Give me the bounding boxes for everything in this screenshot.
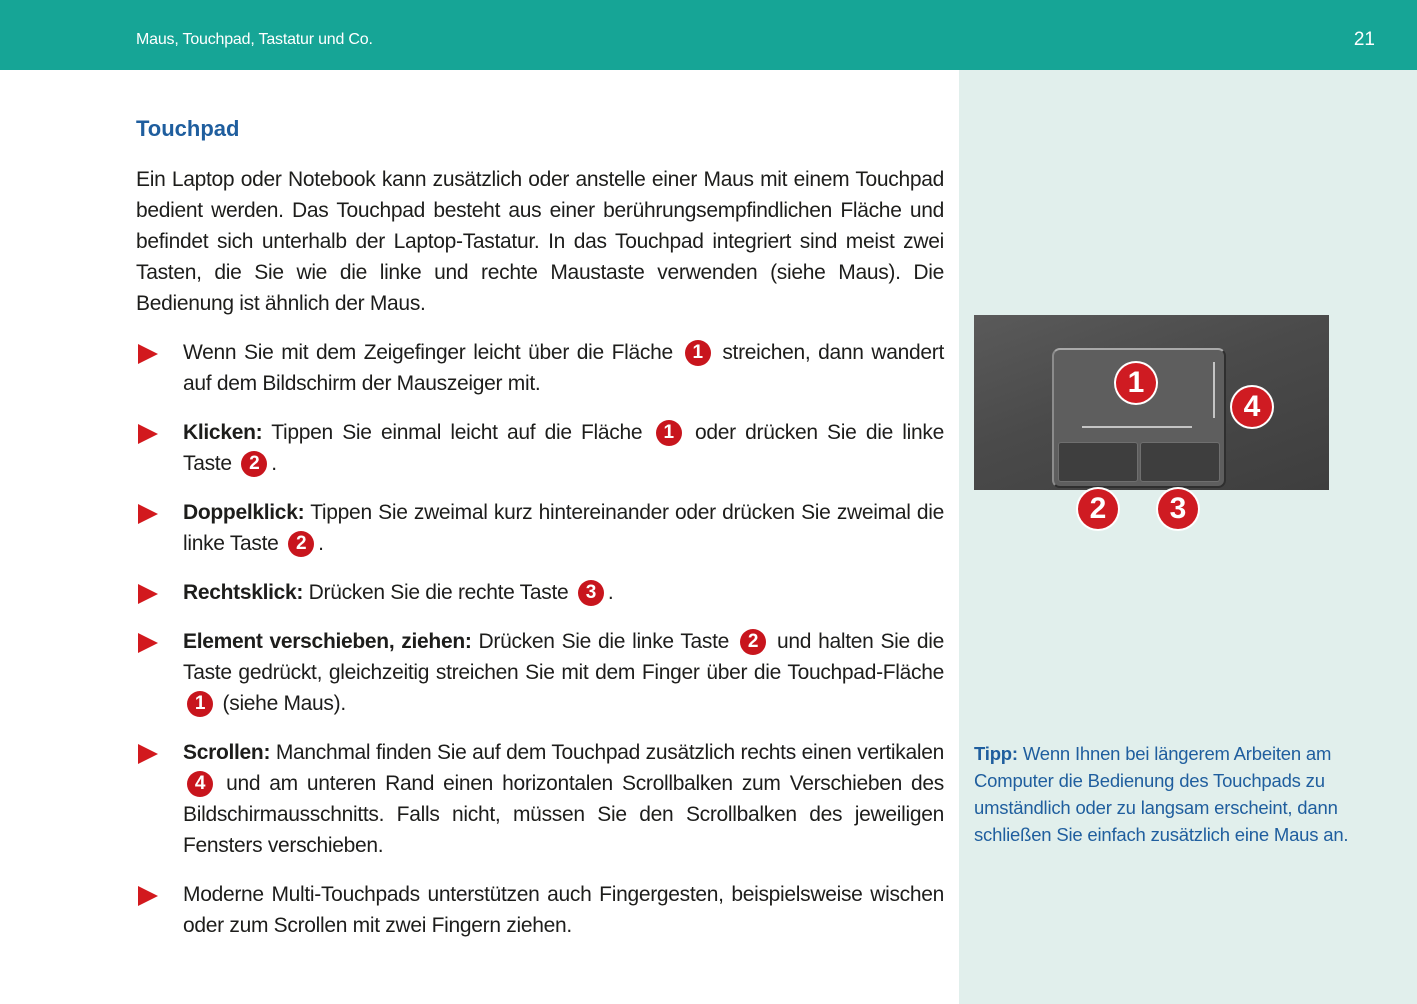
marker-badge-icon: 4 <box>187 771 213 797</box>
section-heading: Touchpad <box>136 116 240 141</box>
item-label: Klicken: <box>183 421 263 444</box>
bullet-arrow-icon <box>138 584 158 604</box>
item-label: Element verschieben, ziehen: <box>183 630 472 653</box>
touchpad-right-button <box>1140 442 1220 482</box>
figure-marker-1: 1 <box>1116 363 1156 403</box>
bullet-arrow-icon <box>138 886 158 906</box>
bullet-arrow-icon <box>138 744 158 764</box>
vertical-scroll-line <box>1213 362 1215 418</box>
tip-text: Wenn Ihnen bei längerem Arbeiten am Computer die Bedienung des Touchpads zu umständlich oder zu langsam erscheint, dann schließen Sie einfach zusätzlich eine Maus an. <box>974 743 1349 845</box>
tip-box <box>974 740 1384 848</box>
page-number: 21 <box>1353 29 1375 50</box>
list-item: Klicken: Tippen Sie einmal leicht auf die Fläche 1 oder drücken Sie die linke Taste 2 . <box>136 417 944 479</box>
item-label: Rechtsklick: <box>183 581 304 604</box>
marker-badge-icon: 2 <box>241 451 267 477</box>
chapter-title: Maus, Touchpad, Tastatur und Co. <box>136 31 373 48</box>
bullet-arrow-icon <box>138 633 158 653</box>
bullet-arrow-icon <box>138 424 158 444</box>
bullet-arrow-icon <box>138 344 158 364</box>
instruction-list <box>136 337 944 941</box>
horizontal-scroll-line <box>1082 426 1192 428</box>
figure-marker-3: 3 <box>1158 489 1198 529</box>
list-item: Element verschieben, ziehen: Drücken Sie die linke Taste 2 und halten Sie die Taste gedrückt, gleichzeitig streichen Sie mit dem Finger über die Touchpad-Fläche 1 (siehe Maus). <box>136 626 944 719</box>
list-item: Rechtsklick: Drücken Sie die rechte Taste 3 . <box>136 577 944 608</box>
page-header <box>0 0 1417 70</box>
marker-badge-icon: 1 <box>685 340 711 366</box>
list-item: Scrollen: Manchmal finden Sie auf dem Touchpad zusätzlich rechts einen vertikalen 4 und am unteren Rand einen horizontalen Scrollbalken zum Verschieben des Bildschirmausschnitts. Falls nicht, müssen Sie den Scrollbalken des jeweiligen Fensters verschieben. <box>136 737 944 861</box>
list-item: Moderne Multi-Touchpads unterstützen auch Fingergesten, beispielsweise wischen oder zum Scrollen mit zwei Fingern ziehen. <box>136 879 944 941</box>
main-content <box>136 112 944 959</box>
touchpad-left-button <box>1058 442 1138 482</box>
marker-badge-icon: 1 <box>656 420 682 446</box>
list-item: Wenn Sie mit dem Zeigefinger leicht über die Fläche 1 streichen, dann wandert auf dem Bildschirm der Mauszeiger mit. <box>136 337 944 399</box>
bullet-arrow-icon <box>138 504 158 524</box>
list-item: Doppelklick: Tippen Sie zweimal kurz hintereinander oder drücken Sie zweimal die linke Taste 2 . <box>136 497 944 559</box>
figure-marker-4: 4 <box>1232 387 1272 427</box>
item-label: Scrollen: <box>183 741 271 764</box>
marker-badge-icon: 3 <box>578 580 604 606</box>
figure-marker-2: 2 <box>1078 489 1118 529</box>
sidebar-panel <box>959 70 1417 1004</box>
marker-badge-icon: 2 <box>288 531 314 557</box>
marker-badge-icon: 2 <box>740 629 766 655</box>
marker-badge-icon: 1 <box>187 691 213 717</box>
tip-label: Tipp: <box>974 743 1018 764</box>
intro-paragraph: Ein Laptop oder Notebook kann zusätzlich oder anstelle einer Maus mit einem Touchpad bedient werden. Das Touchpad besteht aus einer berührungsempfindlichen Fläche und befindet sich unterhalb der Laptop-Tastatur. In das Touchpad integriert sind meist zwei Tasten, die Sie wie die linke und rechte Maustaste verwenden (siehe Maus). Die Bedienung ist ähnlich der Maus. <box>136 168 944 315</box>
touchpad-photo <box>974 315 1329 490</box>
item-label: Doppelklick: <box>183 501 305 524</box>
